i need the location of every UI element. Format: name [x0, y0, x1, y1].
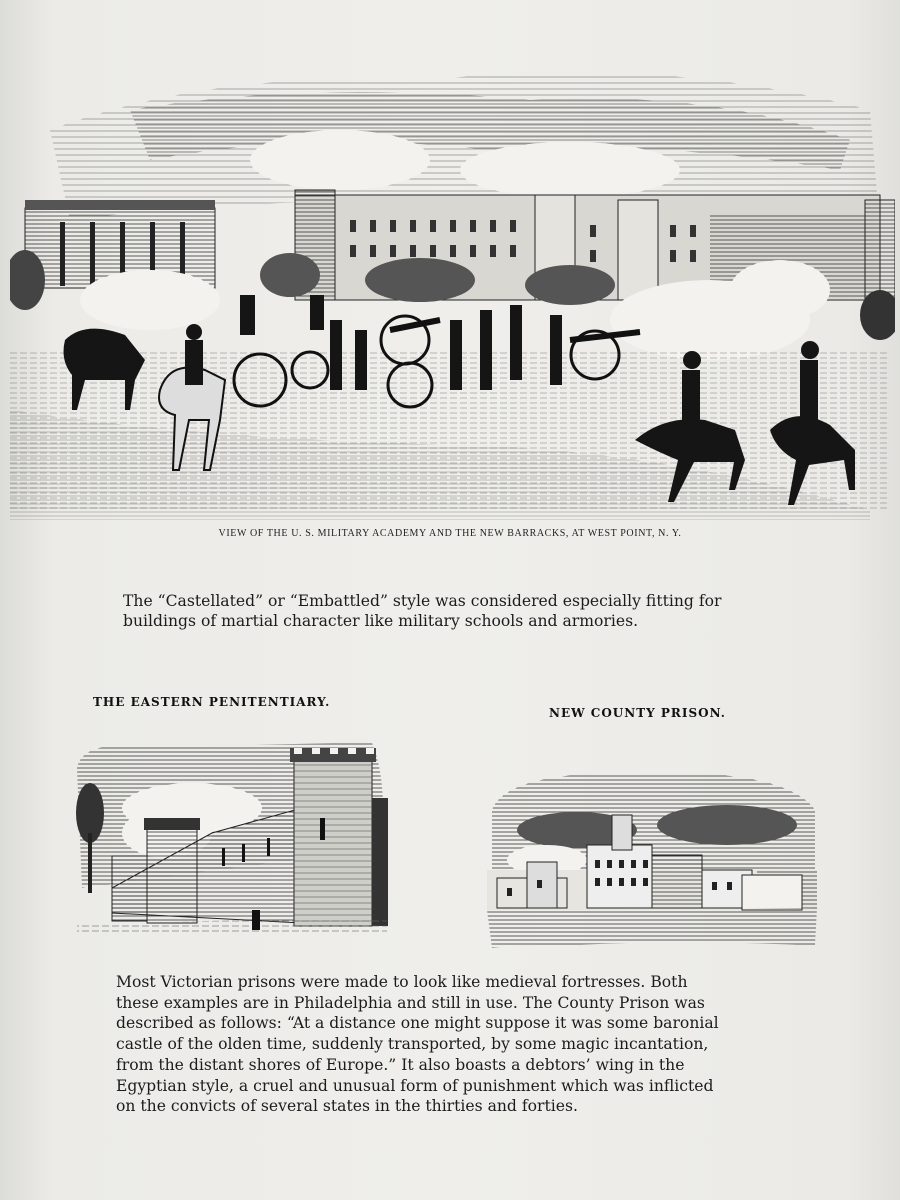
paragraph-line: The “Castellated” or “Embattled” style was considered especially fitting for — [123, 592, 722, 610]
paragraph-line: on the convicts of several states in the thirties and forties. — [116, 1097, 578, 1116]
paragraph-castellated — [123, 591, 763, 631]
eastern-penitentiary-engraving — [72, 738, 392, 938]
paragraph-line: Egyptian style, a cruel and unusual form of punishment which was inflicted — [116, 1076, 714, 1095]
paragraph-line: these examples are in Philadelphia and still in use. The County Prison was — [116, 993, 705, 1012]
paragraph-line: described as follows: “At a distance one might suppose it was some baronial — [116, 1014, 719, 1033]
new-county-prison-engraving — [487, 770, 817, 950]
new-county-prison-heading: NEW COUNTY PRISON. — [549, 706, 726, 720]
paragraph-line: buildings of martial character like military schools and armories. — [123, 612, 639, 630]
eastern-penitentiary-heading: THE EASTERN PENITENTIARY. — [93, 695, 331, 709]
paragraph-line: castle of the olden time, suddenly transported, by some magic incantation, — [116, 1035, 709, 1054]
paragraph-line: from the distant shores of Europe.” It also boasts a debtors’ wing in the — [116, 1055, 685, 1074]
west-point-engraving — [10, 50, 895, 520]
paragraph-line: Most Victorian prisons were made to look like medieval fortresses. Both — [116, 973, 688, 991]
top-illustration-caption: VIEW OF THE U. S. MILITARY ACADEMY AND THE NEW BARRACKS, AT WEST POINT, N. Y. — [218, 528, 682, 539]
paragraph-victorian-prisons — [116, 972, 746, 1117]
